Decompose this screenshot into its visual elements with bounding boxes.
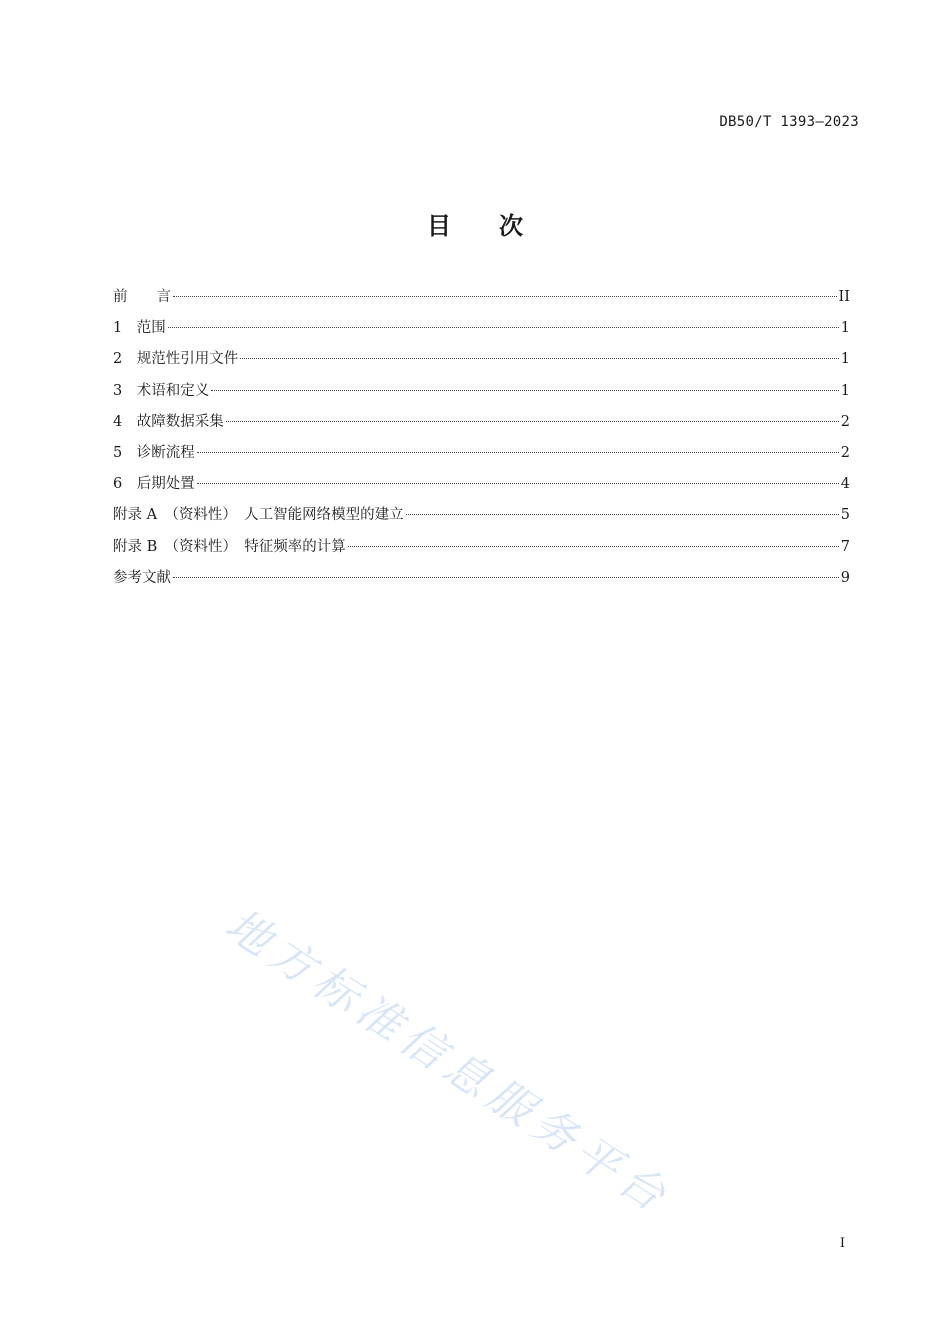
toc-title-char-1: 目: [427, 212, 451, 240]
page-number: I: [839, 1236, 845, 1251]
toc-entry-label: 5 诊断流程: [113, 444, 195, 461]
dot-leader: [406, 514, 839, 515]
dot-leader: [168, 327, 839, 328]
toc-entry-foreword[interactable]: [113, 285, 850, 316]
dot-leader: [173, 296, 837, 297]
dot-leader: [240, 358, 839, 359]
toc-entry-page: 1: [840, 320, 850, 337]
table-of-contents: [113, 285, 850, 597]
toc-entry-page: II: [838, 289, 850, 305]
toc-entry-normative-references[interactable]: [113, 347, 850, 378]
toc-entry-bibliography[interactable]: [113, 566, 850, 597]
toc-entry-disposal[interactable]: [113, 472, 850, 503]
toc-entry-label: 4 故障数据采集: [113, 413, 224, 430]
document-code: DB50/T 1393—2023: [719, 114, 859, 130]
toc-entry-fault-data[interactable]: [113, 410, 850, 441]
dot-leader: [197, 483, 839, 484]
toc-entry-terms[interactable]: [113, 379, 850, 410]
toc-entry-diagnosis[interactable]: [113, 441, 850, 472]
dot-leader: [226, 421, 839, 422]
toc-entry-page: 9: [840, 569, 850, 586]
toc-entry-label: 参考文献: [113, 569, 171, 586]
toc-entry-label: 1 范围: [113, 320, 166, 337]
toc-entry-label: 附录 B （资料性） 特征频率的计算: [113, 538, 346, 555]
toc-title-char-2: 次: [499, 212, 523, 240]
toc-entry-scope[interactable]: [113, 316, 850, 347]
toc-entry-label: 2 规范性引用文件: [113, 351, 239, 368]
dot-leader: [211, 390, 839, 391]
toc-entry-label: 附录 A （资料性） 人工智能网络模型的建立: [113, 507, 404, 524]
toc-entry-page: 1: [840, 351, 850, 368]
toc-entry-label: 6 后期处置: [113, 476, 195, 493]
toc-entry-page: 1: [840, 382, 850, 399]
toc-entry-label: 前 言: [113, 289, 171, 305]
watermark: 地方标准信息服务平台: [216, 899, 681, 1226]
toc-entry-page: 7: [840, 538, 850, 555]
toc-entry-appendix-b[interactable]: [113, 535, 850, 566]
toc-entry-appendix-a[interactable]: [113, 503, 850, 534]
toc-entry-page: 4: [840, 476, 850, 493]
dot-leader: [197, 452, 839, 453]
toc-entry-label: 3 术语和定义: [113, 382, 210, 399]
toc-entry-page: 2: [840, 444, 850, 461]
toc-entry-page: 5: [840, 507, 850, 524]
dot-leader: [348, 546, 839, 547]
toc-entry-page: 2: [840, 413, 850, 430]
toc-title: [0, 206, 950, 241]
dot-leader: [173, 577, 839, 578]
